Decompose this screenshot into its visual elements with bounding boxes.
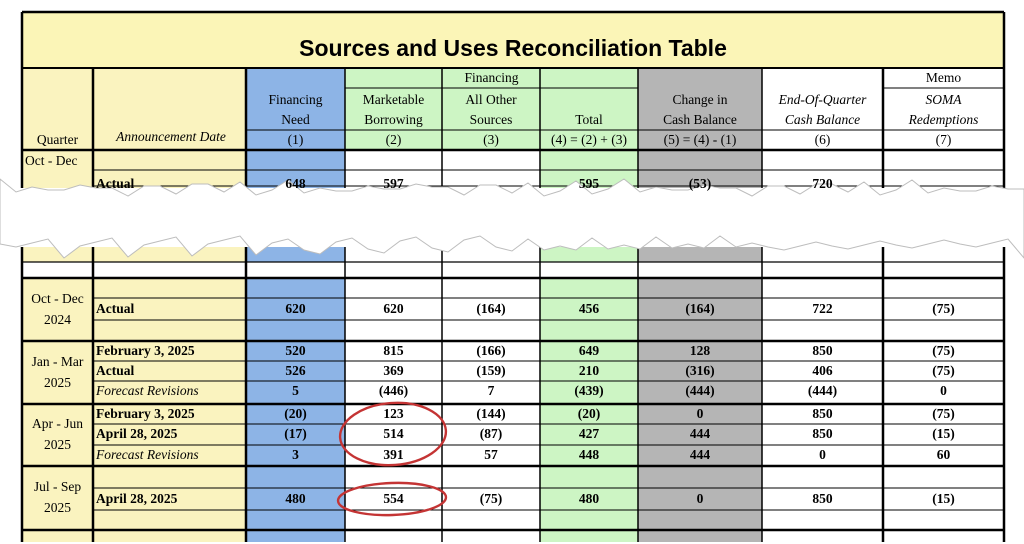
column-header-7-number: (7) [935,132,952,148]
table-cell-col6: 722 [812,300,833,316]
table-cell-col4: 448 [578,446,600,462]
table-cell-col2: 815 [383,342,404,358]
table-cell-col5: (316) [685,362,715,378]
column-header-5-line2: Cash Balance [663,111,737,127]
quarter-label-line: 2025 [44,437,71,452]
table-cell-col4: (20) [577,405,601,421]
table-cell-col6: 406 [812,362,833,378]
memo-group-header: Memo [925,69,962,85]
table-cell-col6: 850 [812,405,833,421]
table-cell-col5: 0 [696,490,704,506]
column-header-3-line1: All Other [465,91,517,107]
column-header-4-number: (4) = (2) + (3) [551,132,627,148]
column-header-1-line1: Financing [268,91,323,107]
quarter-label-line: 2025 [44,500,71,515]
quarter-header: Quarter [36,131,79,147]
table-cell-col4: 480 [578,490,600,506]
table-cell-col7: 0 [940,383,947,399]
column-header-3-line2: Sources [469,111,513,127]
announcement-date-header: Announcement Date [116,129,226,144]
column-header-2-line2: Borrowing [364,111,423,127]
fragment-cell-col5: (53) [688,175,712,191]
column-header-1-line2: Need [281,111,310,127]
table-cell-col7: (15) [932,490,955,506]
column-header-5-number: (5) = (4) - (1) [663,132,737,148]
table-cell-col7: (15) [932,426,955,442]
table-cell-col1: 5 [292,383,299,399]
table-cell-col4: (439) [574,383,604,399]
table-cell-col3: (159) [476,362,506,378]
table-cell-col3: 7 [487,383,495,399]
table-cell-col2: 391 [383,446,404,462]
table-cell-col7: 60 [936,446,951,462]
quarter-label [22,404,93,466]
fragment-cell-col4: 595 [578,175,600,191]
table-cell-col6: 850 [812,490,833,506]
table-cell-col7: (75) [932,300,955,316]
financing-group-header: Financing [464,69,519,85]
table-cell-col1: (17) [284,426,307,442]
table-cell-col3: (164) [476,300,506,316]
quarter-label [22,341,93,404]
column-header-3-number: (3) [483,132,499,148]
table-cell-col4: 649 [578,342,600,358]
table-cell-col5: 444 [689,446,711,462]
row-label: Actual [96,362,135,378]
column-header-5-line1: Change in [672,91,728,107]
table-cell-col6: 850 [812,342,833,358]
table-cell-col2: 369 [383,362,404,378]
quarter-label-line: Apr - Jun [32,416,83,432]
row-label: February 3, 2025 [96,342,195,358]
quarter-label-line: Jan - Mar [31,353,84,369]
table-cell-col7: (75) [932,362,955,378]
fragment-cell-col6: 720 [812,175,833,191]
quarter-label-line: 2024 [44,311,71,327]
table-cell-col2: 123 [383,405,404,421]
table-cell-col1: 526 [285,362,306,378]
quarter-label [22,278,93,341]
table-cell-col6: 850 [812,426,833,442]
table-cell-col5: (164) [685,300,715,316]
column-header-7-line1: SOMA [925,91,962,107]
fragment-quarter-label: Oct - Dec [25,152,78,168]
table-cell-col3: (75) [479,490,503,506]
table-cell-col1: (20) [284,405,307,421]
table-title: Sources and Uses Reconciliation Table [299,35,727,62]
table-cell-col2: 620 [383,300,404,316]
table-cell-col2: (446) [378,383,409,399]
row-label: February 3, 2025 [96,405,195,421]
table-cell-col2: 514 [383,426,404,442]
row-label: Actual [96,300,135,316]
row-label: April 28, 2025 [96,426,178,442]
table-cell-col1: 620 [285,300,306,316]
table-cell-col2: 554 [383,490,404,506]
column-header-6-line1: End-Of-Quarter [778,91,867,107]
column-header-2-line1: Marketable [362,91,425,107]
column-header-6-number: (6) [814,132,831,148]
table-cell-col3: (87) [479,426,503,442]
table-cell-col6: 0 [819,446,826,462]
table-cell-col4: 456 [578,300,600,316]
column-header-1-number: (1) [287,132,304,148]
table-cell-col4: 210 [578,362,600,378]
table-cell-col5: (444) [685,383,715,399]
table-cell-col7: (75) [932,342,955,358]
row-label: April 28, 2025 [96,490,178,506]
table-cell-col3: (166) [476,342,506,358]
fragment-cell-col1: 648 [285,175,306,191]
column-header-4-line2: Total [575,111,603,127]
row-label: Forecast Revisions [96,446,199,462]
quarter-label-line: Jul - Sep [33,479,82,495]
column-header-7-line2: Redemptions [908,111,979,127]
table-cell-col1: 3 [292,446,299,462]
table-cell-col3: 57 [484,446,498,462]
quarter-label [22,466,93,530]
table-cell-col7: (75) [932,405,955,421]
column-header-6-line2: Cash Balance [784,111,861,127]
quarter-label-line: Oct - Dec [31,290,84,306]
table-cell-col1: 480 [285,490,306,506]
table-cell-col6: (444) [807,383,838,399]
row-label: Forecast Revisions [96,383,199,399]
fragment-cell-col2: 597 [383,175,404,191]
quarter-label-line: 2025 [44,374,71,390]
table-cell-col5: 128 [689,342,711,358]
table-cell-col3: (144) [476,405,506,421]
table-cell-col1: 520 [285,342,306,358]
column-header-2-number: (2) [385,132,402,148]
table-cell-col5: 444 [689,426,711,442]
table-cell-col4: 427 [578,426,600,442]
table-cell-col5: 0 [696,405,704,421]
fragment-row-label: Actual [96,175,135,191]
